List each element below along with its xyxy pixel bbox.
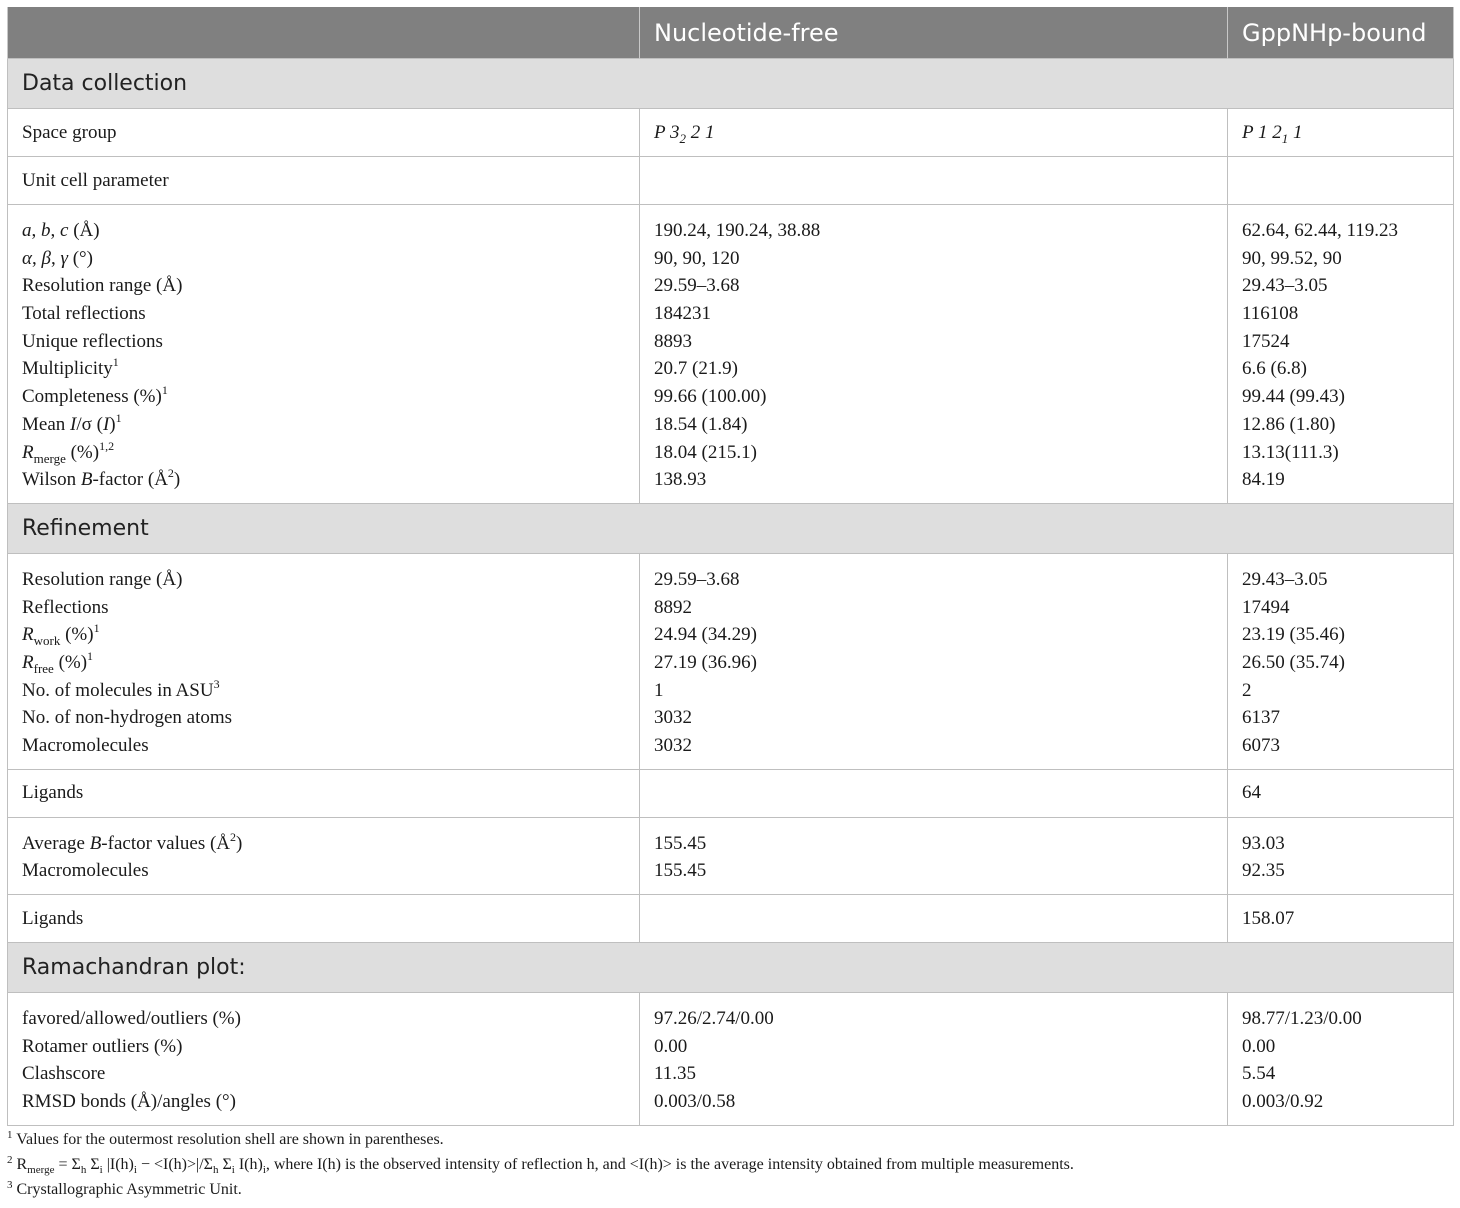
rmerge-free: 18.04 (215.1) [654, 441, 757, 463]
bfactor-free-values [640, 817, 1228, 894]
rmsd-label: RMSD bonds (Å)/angles (°) [22, 1091, 236, 1113]
data-table-container [7, 7, 1453, 1126]
rfree-free: 27.19 (36.96) [654, 651, 757, 673]
angles-bound: 90, 99.52, 90 [1242, 247, 1342, 269]
rotamer-bound: 0.00 [1242, 1035, 1276, 1057]
angles-label: α, β, γ (°) [22, 247, 93, 269]
atoms-bound: 6137 [1242, 707, 1280, 729]
avg-bfactor-label: Average B-factor values $(Å^2)$ [22, 829, 243, 854]
bfactor-macromolecules-bound: 92.35 [1242, 860, 1285, 882]
multiplicity-bound: 6.6 (6.8) [1242, 358, 1307, 380]
resolution-free: 29.59–3.68 [654, 275, 740, 297]
angles-free: 90, 90, 120 [654, 247, 740, 269]
header-gppnhp-bound: GppNHp-bound [1228, 7, 1454, 59]
favored-label: favored/allowed/outliers (%) [22, 1008, 241, 1030]
bfactor-ligands-label: Ligands [8, 895, 640, 943]
unit-cell-label: Unit cell parameter [8, 157, 640, 205]
header-row [8, 7, 1454, 59]
table-row [8, 993, 1454, 1126]
multiplicity-free: 20.7 (21.9) [654, 358, 738, 380]
total-reflections-free: 184231 [654, 303, 711, 325]
rmsd-bound: 0.003/0.92 [1242, 1091, 1324, 1113]
wilson-label: Wilson B-factor $(Å^2)$ [22, 466, 181, 491]
rotamer-label: Rotamer outliers (%) [22, 1035, 183, 1057]
multiplicity-label: Multiplicity$^1$ [22, 355, 119, 380]
bfactor-ligands-bound: 158.07 [1228, 895, 1454, 943]
abc-free: 190.24, 190.24, 38.88 [654, 220, 821, 241]
bfactor-macromolecules-free: 155.45 [654, 860, 707, 882]
section-data-collection: Data collection [8, 59, 1454, 109]
section-row [8, 503, 1454, 553]
unique-reflections-bound: 17524 [1242, 330, 1290, 352]
ref-resolution-bound: 29.43–3.05 [1242, 568, 1328, 590]
mean-i-sigma-free: 18.54 (1.84) [654, 413, 748, 435]
bfactor-bound-values [1228, 817, 1454, 894]
footnote-3: $^3$ Crystallographic Asymmetric Unit. [7, 1179, 242, 1198]
rama-free-values [640, 993, 1228, 1126]
rmsd-free: 0.003/0.58 [654, 1091, 736, 1113]
collection-bound-values [1228, 205, 1454, 504]
total-reflections-bound: 116108 [1242, 303, 1299, 325]
collection-free-values [640, 205, 1228, 504]
unit-cell-free [640, 157, 1228, 205]
collection-labels [8, 205, 640, 504]
wilson-bound: 84.19 [1242, 469, 1285, 491]
ligands-free [640, 769, 1228, 817]
space-group-free: P $3_2$ 2 1 [640, 109, 1228, 157]
refinement-bound-values [1228, 553, 1454, 769]
ligands-label: Ligands [8, 769, 640, 817]
bfactor-macromolecules-label: Macromolecules [22, 860, 149, 882]
clashscore-label: Clashscore [22, 1063, 106, 1085]
space-group-bound: P 1 $2_1$ 1 [1228, 109, 1454, 157]
rwork-label: $R_{work}$ (%)$^1$ [22, 621, 100, 649]
ligands-bound: 64 [1228, 769, 1454, 817]
rotamer-free: 0.00 [654, 1035, 688, 1057]
favored-free: 97.26/2.74/0.00 [654, 1008, 774, 1030]
footnote-1: $^1$ Values for the outermost resolution shell are shown in parentheses. [7, 1129, 444, 1148]
section-row [8, 943, 1454, 993]
table-row [8, 769, 1454, 817]
mean-i-sigma-label: Mean I/σ $(I)^1$ [22, 410, 122, 435]
reflections-free: 8892 [654, 596, 692, 618]
atoms-label: No. of non-hydrogen atoms [22, 707, 233, 729]
unique-reflections-free: 8893 [654, 330, 692, 352]
unit-cell-bound [1228, 157, 1454, 205]
space-group-label: Space group [8, 109, 640, 157]
clashscore-bound: 5.54 [1242, 1063, 1276, 1085]
unique-reflections-label: Unique reflections [22, 330, 163, 352]
table-row [8, 895, 1454, 943]
rwork-free: 24.94 (34.29) [654, 624, 757, 646]
rama-labels [8, 993, 640, 1126]
section-ramachandran: Ramachandran plot: [8, 943, 1454, 993]
wilson-free: 138.93 [654, 469, 707, 491]
reflections-bound: 17494 [1242, 596, 1290, 618]
resolution-label: Resolution range (Å) [22, 275, 183, 297]
macromolecules-bound: 6073 [1242, 735, 1280, 756]
rama-bound-values [1228, 993, 1454, 1126]
refinement-free-values [640, 553, 1228, 769]
ref-resolution-free: 29.59–3.68 [654, 568, 740, 590]
completeness-free: 99.66 (100.00) [654, 386, 767, 408]
ref-resolution-label: Resolution range (Å) [22, 568, 183, 590]
rmerge-label: $R_{merge}$ (%)$^{1,2}$ [22, 438, 115, 466]
table-row [8, 157, 1454, 205]
molecules-free: 1 [654, 679, 664, 701]
section-row [8, 59, 1454, 109]
avg-bfactor-bound: 93.03 [1242, 832, 1285, 854]
favored-bound: 98.77/1.23/0.00 [1242, 1008, 1362, 1030]
table-row [8, 553, 1454, 769]
resolution-bound: 29.43–3.05 [1242, 275, 1328, 297]
refinement-labels [8, 553, 640, 769]
molecules-label: No. of molecules in ASU$^3$ [22, 676, 220, 701]
footnote-2: $^2$ $R_{merge} = \Sigma_h$ $\Sigma_i$ $|I(h)_i - <I(h)>|/\Sigma_h$ $\Sigma_i$ $I(h)_i$, where I(h) is the observed intensity of reflection h, and <I(h)> is the average intensity obtained from multiple measurements. [7, 1154, 1074, 1176]
atoms-free: 3032 [654, 707, 692, 729]
rfree-bound: 26.50 (35.74) [1242, 651, 1345, 673]
completeness-label: Completeness (%)$^1$ [22, 383, 168, 408]
clashscore-free: 11.35 [654, 1063, 697, 1085]
table-row [8, 205, 1454, 504]
rwork-bound: 23.19 (35.46) [1242, 624, 1345, 646]
total-reflections-label: Total reflections [22, 303, 146, 325]
footnotes [7, 1127, 1074, 1202]
rfree-label: $R_{free}$ (%)$^1$ [22, 648, 94, 676]
rmerge-bound: 13.13(111.3) [1242, 441, 1339, 463]
section-refinement: Refinement [8, 503, 1454, 553]
table-row [8, 109, 1454, 157]
bfactor-ligands-free [640, 895, 1228, 943]
header-label-cell [8, 7, 640, 59]
mean-i-sigma-bound: 12.86 (1.80) [1242, 413, 1336, 435]
macromolecules-free: 3032 [654, 735, 692, 756]
molecules-bound: 2 [1242, 679, 1252, 701]
table-row [8, 817, 1454, 894]
abc-label: a, b, c (Å) [22, 220, 100, 241]
crystallography-table [7, 7, 1454, 1126]
avg-bfactor-free: 155.45 [654, 832, 707, 854]
bfactor-labels [8, 817, 640, 894]
abc-bound: 62.64, 62.44, 119.23 [1242, 220, 1399, 241]
macromolecules-label: Macromolecules [22, 735, 149, 756]
reflections-label: Reflections [22, 596, 109, 618]
completeness-bound: 99.44 (99.43) [1242, 386, 1345, 408]
header-nucleotide-free: Nucleotide-free [640, 7, 1228, 59]
